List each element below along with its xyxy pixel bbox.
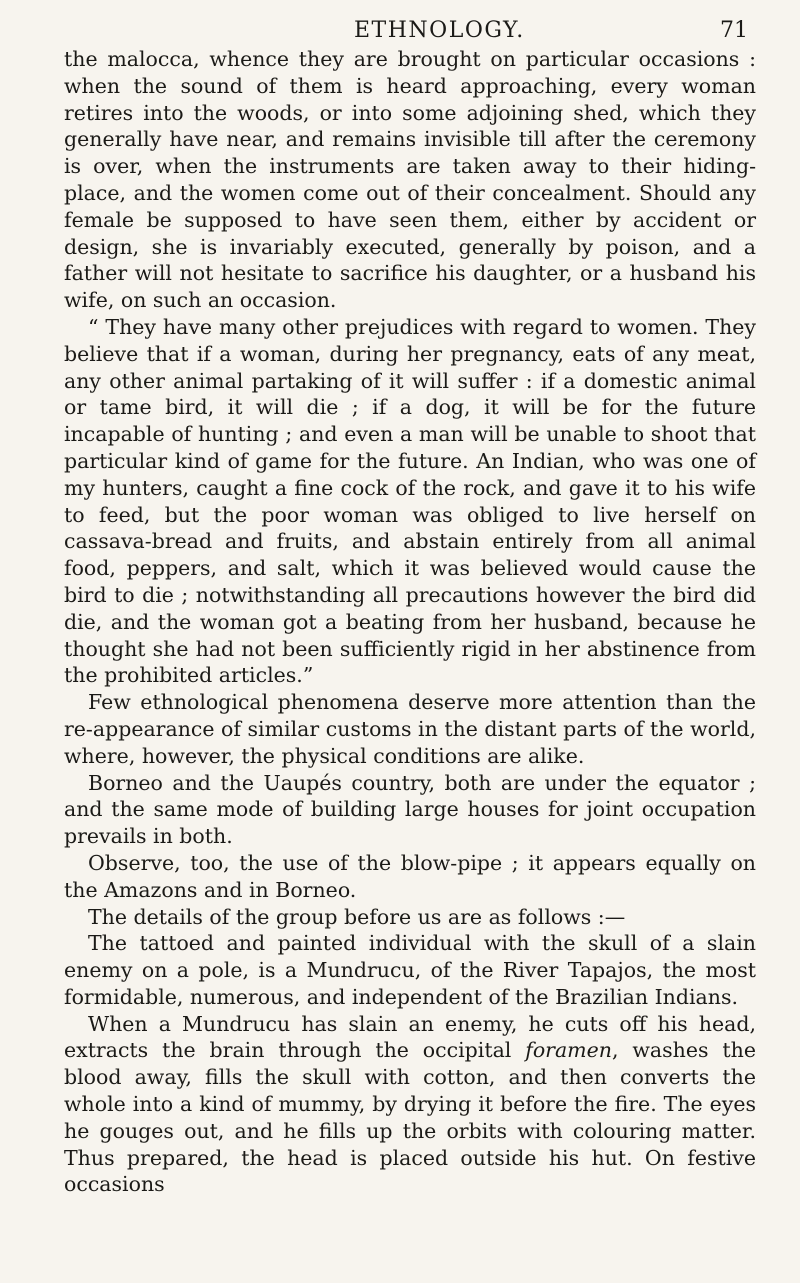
running-head: ETHNOLOGY.	[354, 18, 525, 43]
skull-text-before: When a Mundrucu has slain an enemy, he cuts off his head, extracts the brain through the occipital	[64, 1011, 756, 1063]
paragraph-group-details: The details of the group before us are as follows :—	[88, 904, 626, 929]
paragraph-skull-preparation	[64, 1011, 756, 1199]
paragraph-ethnological-phenomena: Few ethnological phenomena deserve more attention than the re-appearance of similar customs in the distant parts of the world, where, however, the physical conditions are alike.	[64, 690, 756, 768]
paragraph-blow-pipe: Observe, too, the use of the blow-pipe ; it appears equally on the Amazons and in Borneo.	[64, 850, 756, 902]
skull-text-after: , washes the blood away, fills the skull with cotton, and then converts the whole into a kind of mummy, by drying it before the fire. The eyes he gouges out, and he fills up the orbits with colouring matter. Thus prepared, the head is placed outside his hut. On festive occasions	[64, 1038, 756, 1197]
paragraph-prejudices-quote: “ They have many other prejudices with regard to women. They believe that if a woman, during her pregnancy, eats of any meat, any other animal partaking of it will suffer : if a domestic animal or tame bird, it will die ; if a dog, it will be for the future incapable of hunting ; and even a man will be unable to shoot that particular kind of game for the future. An Indian, who was one of my hunters, caught a fine cock of the rock, and gave it to his wife to feed, but the poor woman was obliged to live herself on cassava-bread and fruits, and abstain entirely from all animal food, peppers, and salt, which it was believed would cause the bird to die ; notwithstanding all precautions however the bird did die, and the woman got a beating from her husband, because he thought she had not been sufficiently rigid in her abstinence from the prohibited articles.”	[64, 314, 756, 688]
paragraph-malocca: the malocca, whence they are brought on particular occasions : when the sound of them is heard approaching, every woman retires into the woods, or into some adjoining shed, which they generally have near, and remains invisible till after the ceremony is over, when the instruments are taken away to their hiding-place, and the women come out of their concealment. Should any female be supposed to have seen them, either by accident or design, she is invariably executed, generally by poison, and a father will not hesitate to sacrifice his daughter, or a husband his wife, on such an occasion.	[64, 47, 756, 313]
page-header	[64, 12, 756, 46]
page-number: 71	[720, 18, 748, 43]
paragraph-mundrucu: The tattoed and painted individual with the skull of a slain enemy on a pole, is a Mundrucu, of the River Tapajos, the most formidable, numerous, and independent of the Brazilian Indians.	[64, 931, 756, 1009]
italic-foramen: foramen	[525, 1038, 612, 1063]
paragraph-borneo-uaupes: Borneo and the Uaupés country, both are under the equator ; and the same mode of building large houses for joint occupation prevails in both.	[64, 770, 756, 849]
body-text	[64, 46, 756, 1198]
